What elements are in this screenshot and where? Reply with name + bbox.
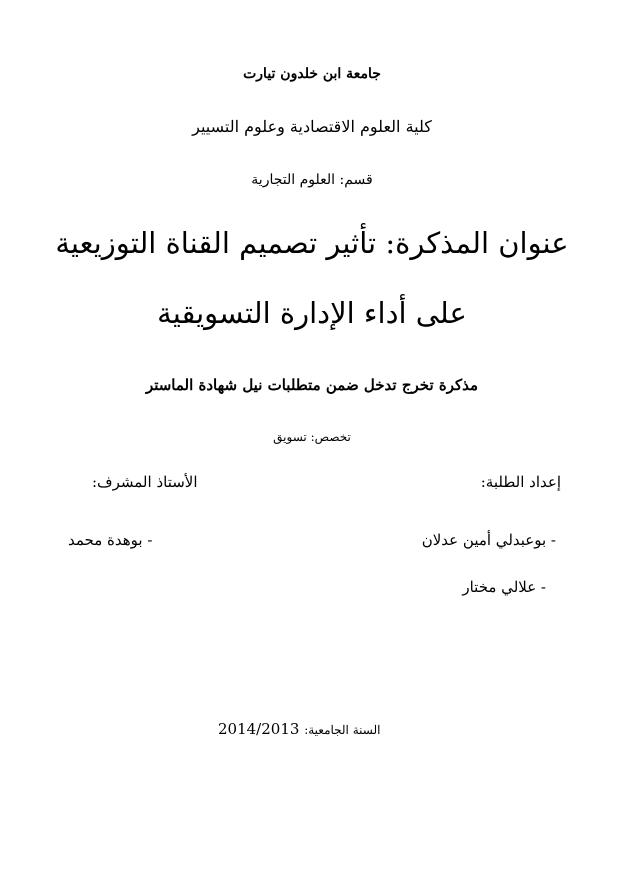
supervisor-name: - بوهدة محمد <box>68 531 153 549</box>
academic-year-label: السنة الجامعية: <box>304 723 381 737</box>
students-heading: إعداد الطلبة: <box>480 473 561 491</box>
university-name: جامعة ابن خلدون تيارت <box>243 66 381 82</box>
thesis-purpose: مذكرة تخرج تدخل ضمن متطلبات نيل شهادة الماستر <box>145 376 479 394</box>
student-name-1: - بوعبدلي أمين عدلان <box>421 531 556 549</box>
faculty-name: كلية العلوم الاقتصادية وعلوم التسيير <box>192 117 432 136</box>
department-name: قسم: العلوم التجارية <box>251 172 373 188</box>
thesis-title-line-1: عنوان المذكرة: تأثير تصميم القناة التوزيعية <box>55 226 569 260</box>
specialization: تخصص: تسويق <box>273 430 351 444</box>
thesis-title-line-2: على أداء الإدارة التسويقية <box>157 296 467 330</box>
academic-year-value: 2014/2013 <box>218 720 300 738</box>
academic-year <box>218 720 380 738</box>
supervisor-heading: الأستاذ المشرف: <box>92 473 198 491</box>
student-name-2: - علالي مختار <box>462 578 546 596</box>
